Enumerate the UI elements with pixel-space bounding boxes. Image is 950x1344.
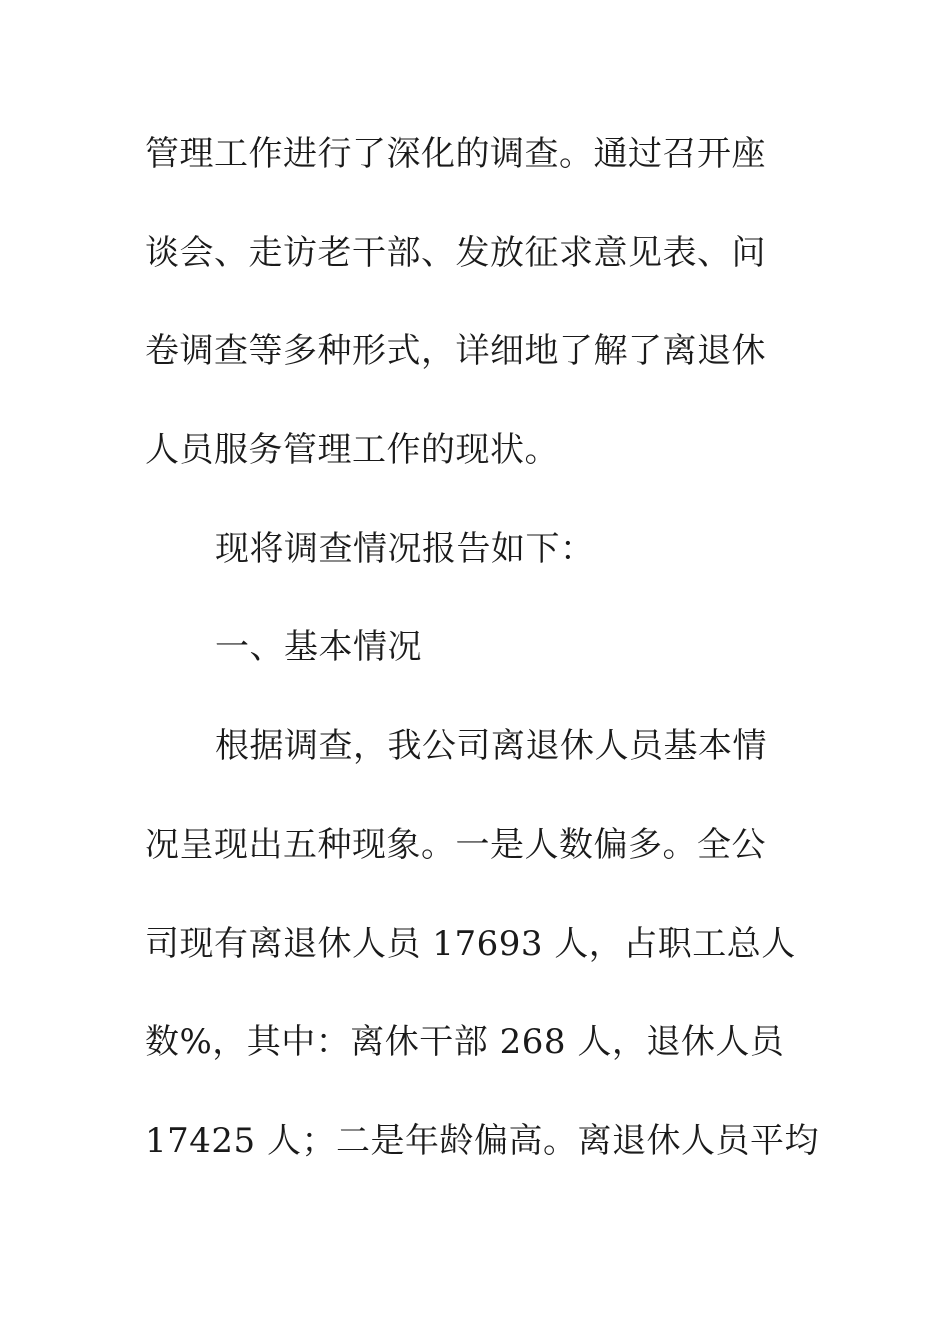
- text-line: 况呈现出五种现象。一是人数偏多。全公: [145, 824, 766, 865]
- text-line: 管理工作进行了深化的调查。通过召开座: [145, 134, 766, 174]
- section-heading: 一、基本情况: [215, 627, 422, 668]
- text-line: 根据调查，我公司离退休人员基本情: [215, 726, 767, 767]
- body-text: [145, 124, 819, 1210]
- text-line: 17425 人；二是年龄偏高。离退休人员平均: [145, 1120, 819, 1161]
- text-line: 谈会、走访老干部、发放征求意见表、问: [145, 232, 766, 273]
- text-line: 数%，其中：离休干部 268 人，退休人员: [145, 1022, 785, 1063]
- text-line: 卷调查等多种形式，详细地了解了离退休: [145, 331, 766, 372]
- text-line: 司现有离退休人员 17693 人，占职工总人: [145, 923, 796, 964]
- text-line: 现将调查情况报告如下：: [215, 528, 595, 569]
- text-line: 人员服务管理工作的现状。: [145, 430, 559, 471]
